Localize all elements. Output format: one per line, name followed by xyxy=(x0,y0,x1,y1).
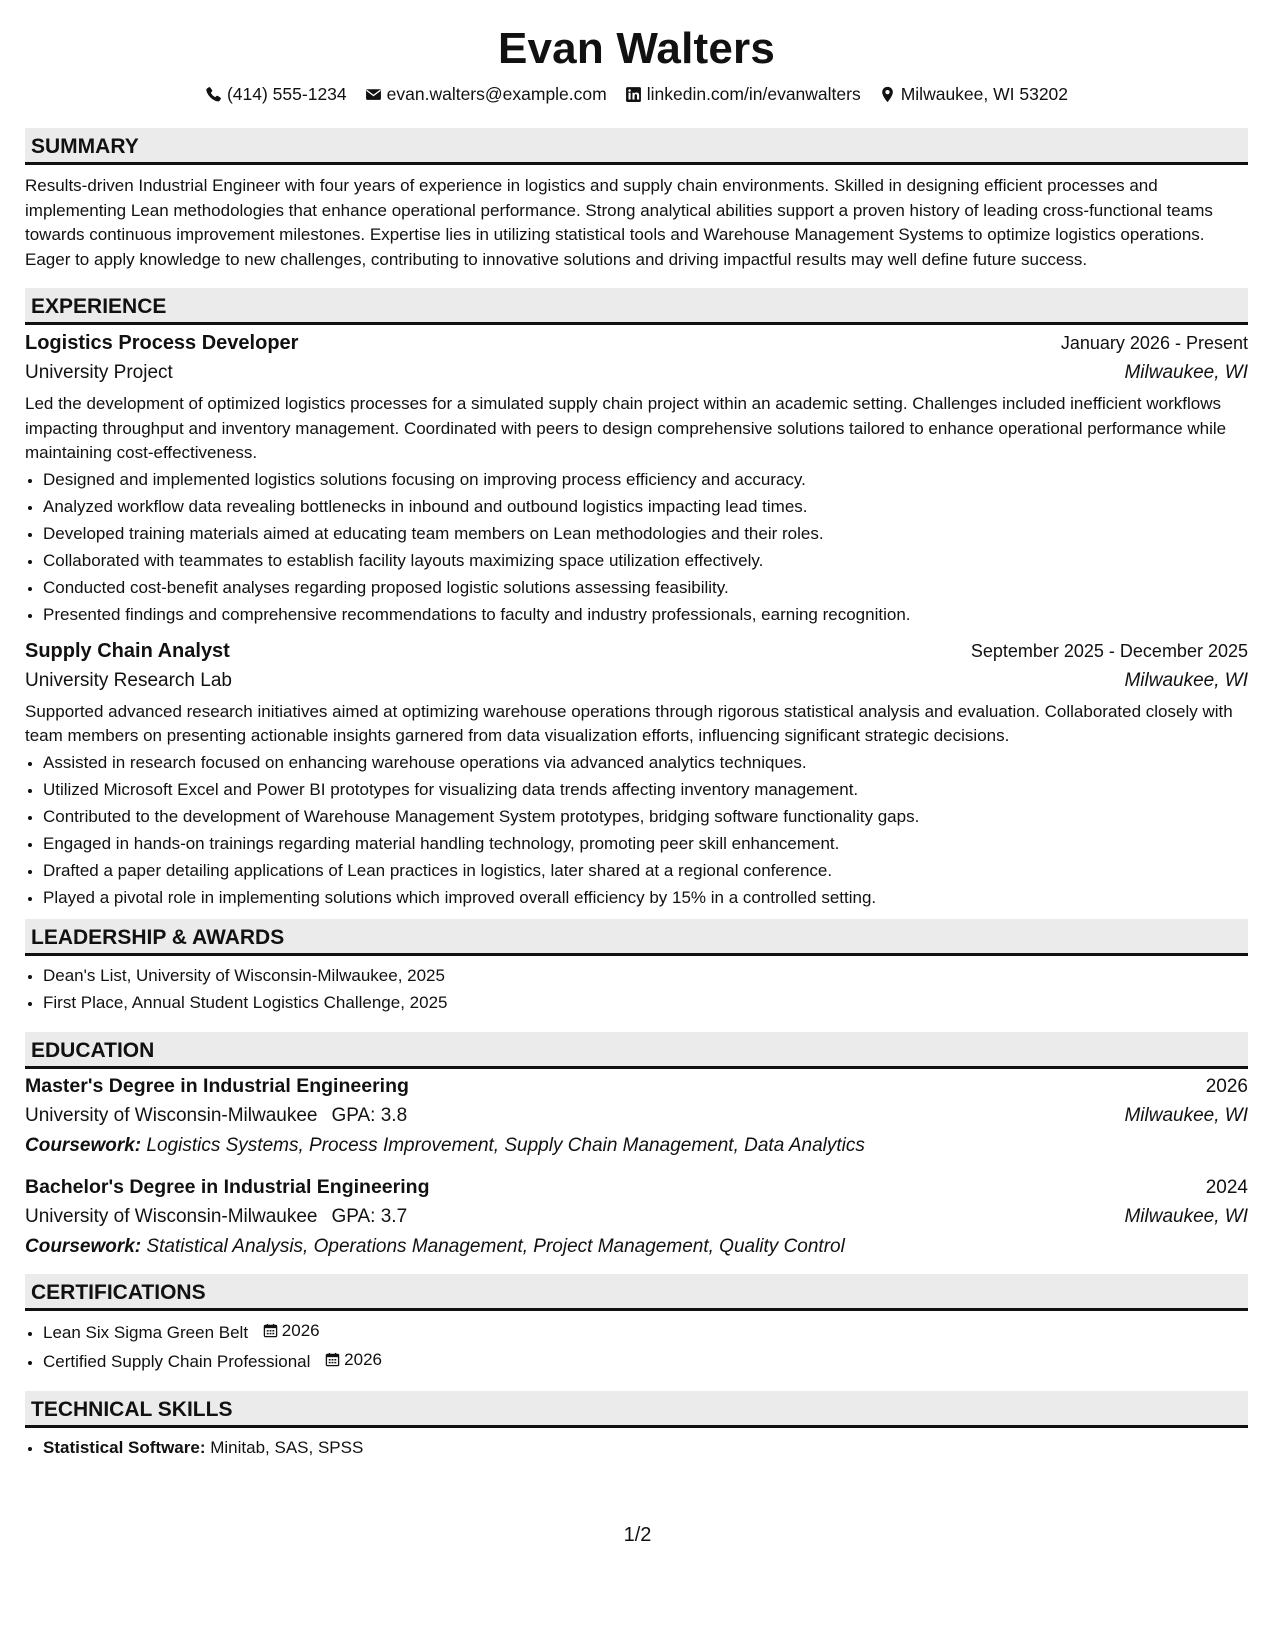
candidate-name: Evan Walters xyxy=(497,24,776,73)
summary-text: Results-driven Industrial Engineer with four years of experience in logistics and supply chain environments. Skilled in designing efficient processes and implementing Lean methodologies that enhance operational performance. Strong analytical abilities support a proven history of leading cross-functional teams towards continuous improvement milestones. Expertise lies in utilizing statistical tools and Warehouse Management Systems to optimize logistics operations. Eager to apply knowledge to new challenges, contributing to innovative solutions and driving impactful results may well define future success. xyxy=(25,176,1213,269)
job-organization: University Research Lab xyxy=(25,669,232,691)
section-heading: SUMMARY xyxy=(25,128,1248,165)
job-title: Supply Chain Analyst xyxy=(25,639,230,662)
school-row xyxy=(25,1202,1248,1232)
job-header-row xyxy=(25,328,1248,358)
job-bullets xyxy=(25,466,1248,628)
list-item: • Played a pivotal role in implementing solutions which improved overall efficiency by 15% in a controlled setting. xyxy=(43,884,1248,911)
school-info xyxy=(25,1202,407,1231)
contact-linkedin[interactable] xyxy=(625,82,861,106)
school-name: University of Wisconsin-Milwaukee xyxy=(25,1104,318,1126)
phone-icon xyxy=(205,86,222,103)
experience-body xyxy=(25,325,1248,911)
experience-section xyxy=(25,288,1248,911)
degree-row xyxy=(25,1173,1248,1202)
certification-name: Certified Supply Chain Professional xyxy=(43,1351,311,1371)
education-entry xyxy=(25,1173,1248,1262)
school-location: Milwaukee, WI xyxy=(1124,1104,1248,1126)
certifications-body xyxy=(25,1311,1248,1375)
coursework-list: Logistics Systems, Process Improvement, Supply Chain Management, Data Analytics xyxy=(146,1134,865,1156)
leadership-section xyxy=(25,919,1248,1016)
job-title: Logistics Process Developer xyxy=(25,332,299,354)
job-description: Supported advanced research initiatives aimed at optimizing warehouse operations through rigorous statistical analysis and evaluation. Collaborated closely with team members on presenting actionable insights garnered from data visualization efforts, influencing significant strategic decisions. xyxy=(25,701,1233,745)
leadership-body xyxy=(25,956,1248,1016)
school-location: Milwaukee, WI xyxy=(1124,1205,1248,1227)
degree-title: Master's Degree in Industrial Engineering xyxy=(25,1074,409,1097)
list-item: • Collaborated with teammates to establish facility layouts maximizing space utilization effectively. xyxy=(43,547,1248,574)
education-body xyxy=(25,1069,1248,1262)
list-item xyxy=(43,1346,1248,1375)
coursework-list: Statistical Analysis, Operations Management, Project Management, Quality Control xyxy=(146,1235,845,1257)
list-item: • Contributed to the development of Warehouse Management System prototypes, bridging software functionality gaps. xyxy=(43,803,1248,830)
job-date: September 2025 - December 2025 xyxy=(970,640,1248,661)
list-item: • Dean's List, University of Wisconsin-Milwaukee, 2025 xyxy=(43,962,1248,989)
certification-year: 2026 xyxy=(281,1320,320,1340)
certifications-section xyxy=(25,1274,1248,1375)
skills-list xyxy=(25,1434,1248,1461)
certification-date xyxy=(263,1317,320,1344)
job-header-row xyxy=(25,636,1248,666)
coursework-label: Coursework: xyxy=(25,1235,142,1257)
location-text: Milwaukee, WI 53202 xyxy=(900,84,1069,104)
section-heading: TECHNICAL SKILLS xyxy=(25,1391,1248,1428)
list-item: • Engaged in hands-on trainings regarding material handling technology, promoting peer skill enhancement. xyxy=(43,830,1248,857)
school-info xyxy=(25,1101,407,1130)
contact-email[interactable] xyxy=(365,82,607,106)
list-item: • Presented findings and comprehensive recommendations to faculty and industry professionals, earning recognition. xyxy=(43,601,1248,628)
skills-section xyxy=(25,1391,1248,1461)
contact-phone xyxy=(205,82,347,106)
skill-label: Statistical Software: xyxy=(43,1437,206,1457)
job-org-row xyxy=(25,666,1248,696)
degree-row xyxy=(25,1072,1248,1101)
linkedin-icon xyxy=(625,86,642,103)
list-item xyxy=(43,1434,1248,1461)
gpa: GPA: 3.8 xyxy=(331,1104,408,1126)
list-item: • Developed training materials aimed at educating team members on Lean methodologies and their roles. xyxy=(43,520,1248,547)
job-entry xyxy=(25,636,1248,911)
job-entry xyxy=(25,328,1248,628)
resume-content xyxy=(25,20,1248,1461)
job-org-row xyxy=(25,358,1248,388)
list-item: • First Place, Annual Student Logistics Challenge, 2025 xyxy=(43,989,1248,1016)
job-location: Milwaukee, WI xyxy=(1124,669,1248,691)
linkedin-link[interactable]: linkedin.com/in/evanwalters xyxy=(646,84,861,104)
awards-list xyxy=(25,962,1248,1016)
job-bullets xyxy=(25,749,1248,911)
envelope-icon xyxy=(365,86,382,103)
list-item: • Assisted in research focused on enhancing warehouse operations via advanced analytics techniques. xyxy=(43,749,1248,776)
summary-body xyxy=(25,165,1248,272)
section-heading: LEADERSHIP & AWARDS xyxy=(25,919,1248,956)
degree-year: 2024 xyxy=(1205,1176,1248,1198)
education-section xyxy=(25,1032,1248,1262)
certifications-list xyxy=(25,1317,1248,1375)
phone-text: (414) 555-1234 xyxy=(226,84,347,104)
list-item: • Utilized Microsoft Excel and Power BI prototypes for visualizing data trends affecting inventory management. xyxy=(43,776,1248,803)
contact-location xyxy=(879,82,1068,106)
coursework xyxy=(25,1131,1248,1161)
section-heading: EDUCATION xyxy=(25,1032,1248,1069)
skill-value: Minitab, SAS, SPSS xyxy=(210,1437,364,1457)
job-location: Milwaukee, WI xyxy=(1124,362,1248,383)
calendar-icon xyxy=(263,1323,278,1338)
certification-year: 2026 xyxy=(344,1349,382,1369)
coursework-label: Coursework: xyxy=(25,1134,142,1156)
degree-year: 2026 xyxy=(1205,1075,1248,1097)
contact-bar xyxy=(25,82,1248,106)
job-date: January 2026 - Present xyxy=(1060,333,1248,353)
gpa: GPA: 3.7 xyxy=(331,1205,408,1227)
email-link[interactable]: evan.walters@example.com xyxy=(386,84,607,104)
job-organization: University Project xyxy=(25,362,173,383)
job-description: Led the development of optimized logistics processes for a simulated supply chain project within an academic setting. Challenges included inefficient workflows impacting throughput and inventory management. Coordinated with peers to design comprehensive solutions tailored to enhance operational performance while maintaining cost-effectiveness. xyxy=(25,394,1227,462)
certification-name: Lean Six Sigma Green Belt xyxy=(43,1322,249,1342)
coursework xyxy=(25,1232,1248,1262)
school-row xyxy=(25,1101,1248,1131)
school-name: University of Wisconsin-Milwaukee xyxy=(25,1205,318,1227)
list-item: • Conducted cost-benefit analyses regarding proposed logistic solutions assessing feasibility. xyxy=(43,574,1248,601)
list-item: • Analyzed workflow data revealing bottlenecks in inbound and outbound logistics impacting lead times. xyxy=(43,493,1248,520)
list-item xyxy=(43,1317,1248,1346)
education-entry xyxy=(25,1072,1248,1161)
list-item: • Drafted a paper detailing applications of Lean practices in logistics, later shared at a regional conference. xyxy=(43,857,1248,884)
list-item: • Designed and implemented logistics solutions focusing on improving process efficiency and accuracy. xyxy=(43,466,1248,493)
certification-date xyxy=(325,1346,382,1373)
section-heading: CERTIFICATIONS xyxy=(25,1274,1248,1311)
summary-section xyxy=(25,128,1248,272)
section-heading: EXPERIENCE xyxy=(25,288,1248,325)
map-pin-icon xyxy=(879,86,896,103)
skills-body xyxy=(25,1428,1248,1461)
calendar-icon xyxy=(325,1352,340,1367)
page-number: 1/2 xyxy=(623,1524,652,1546)
degree-title: Bachelor's Degree in Industrial Engineering xyxy=(25,1175,430,1198)
